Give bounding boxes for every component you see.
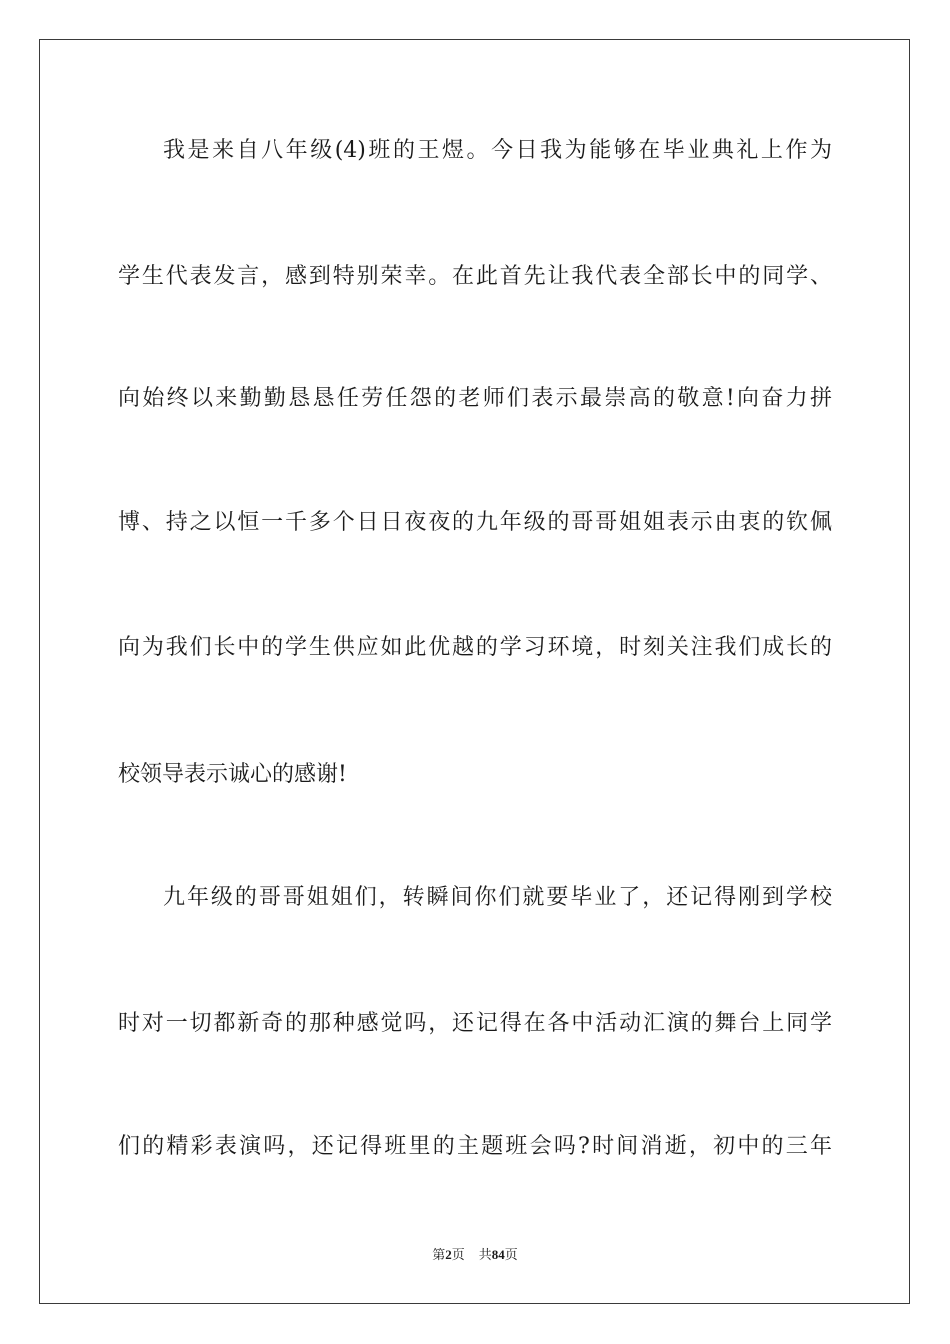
page-border <box>39 39 910 1304</box>
paragraph-1-line-5: 向为我们长中的学生供应如此优越的学习环境，时刻关注我们成长的 <box>118 635 832 660</box>
paragraph-2-line-3: 们的精彩表演吗，还记得班里的主题班会吗?时间消逝，初中的三年 <box>118 1134 832 1159</box>
paragraph-1-line-2: 学生代表发言，感到特别荣幸。在此首先让我代表全部长中的同学、 <box>118 264 832 289</box>
page-number: 2 <box>445 1247 452 1262</box>
paragraph-1-line-4: 博、持之以恒一千多个日日夜夜的九年级的哥哥姐姐表示由衷的钦佩 <box>118 510 832 535</box>
page-number-prefix: 第 <box>432 1248 446 1263</box>
paragraph-1-line-3: 向始终以来勤勤恳恳任劳任怨的老师们表示最崇高的敬意!向奋力拼 <box>118 386 832 411</box>
paragraph-1-line-1: 我是来自八年级(4)班的王煜。今日我为能够在毕业典礼上作为 <box>163 138 832 163</box>
paragraph-2-line-1: 九年级的哥哥姐姐们，转瞬间你们就要毕业了，还记得刚到学校 <box>163 885 832 910</box>
total-pages: 84 <box>491 1247 505 1262</box>
total-pages-prefix: 共 <box>478 1248 492 1263</box>
paragraph-1-line-6: 校领导表示诚心的感谢! <box>118 762 347 787</box>
total-pages-suffix: 页 <box>504 1248 518 1263</box>
page-number-suffix: 页 <box>451 1248 465 1263</box>
page-footer <box>0 1246 950 1265</box>
paragraph-2-line-2: 时对一切都新奇的那种感觉吗，还记得在各中活动汇演的舞台上同学 <box>118 1011 832 1036</box>
